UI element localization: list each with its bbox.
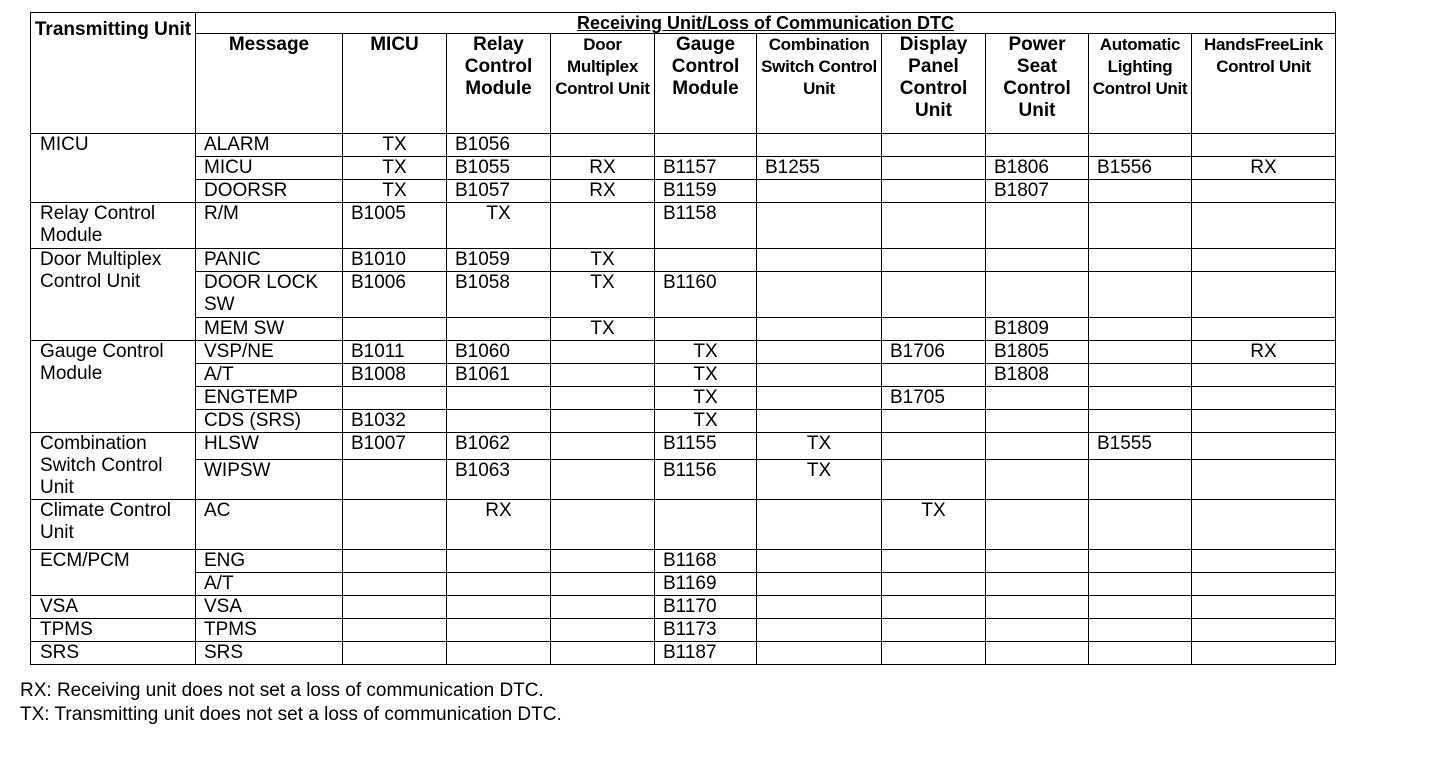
transmitting-unit-cell: TPMS (31, 619, 196, 642)
cell-door-multiplex-control-unit (551, 460, 655, 500)
cell-automatic-lighting-control-unit (1089, 642, 1192, 665)
cell-combination-switch-control-unit (757, 364, 882, 387)
cell-gauge-control-module: TX (655, 364, 757, 387)
cell-micu (343, 318, 447, 341)
table-row (31, 500, 1336, 550)
cell-power-seat-control-unit (986, 573, 1089, 596)
table-row (31, 157, 1336, 180)
table-row (31, 387, 1336, 410)
cell-power-seat-control-unit (986, 134, 1089, 157)
cell-power-seat-control-unit (986, 433, 1089, 460)
cell-micu (343, 573, 447, 596)
cell-combination-switch-control-unit (757, 642, 882, 665)
cell-display-panel-control-unit (882, 596, 986, 619)
column-header-handsfreelink-control-unit: HandsFreeLink Control Unit (1192, 34, 1336, 134)
cell-micu (343, 619, 447, 642)
cell-display-panel-control-unit (882, 364, 986, 387)
column-header-micu: MICU (343, 34, 447, 134)
cell-gauge-control-module: TX (655, 341, 757, 364)
table-row (31, 642, 1336, 665)
cell-handsfreelink-control-unit (1192, 249, 1336, 272)
cell-power-seat-control-unit (986, 500, 1089, 550)
table-row (31, 318, 1336, 341)
cell-gauge-control-module: B1168 (655, 550, 757, 573)
cell-combination-switch-control-unit (757, 134, 882, 157)
cell-automatic-lighting-control-unit (1089, 550, 1192, 573)
cell-gauge-control-module (655, 134, 757, 157)
cell-display-panel-control-unit (882, 573, 986, 596)
cell-combination-switch-control-unit: TX (757, 460, 882, 500)
cell-handsfreelink-control-unit (1192, 433, 1336, 460)
cell-micu (343, 460, 447, 500)
cell-handsfreelink-control-unit (1192, 318, 1336, 341)
cell-relay-control-module: B1062 (447, 433, 551, 460)
cell-handsfreelink-control-unit (1192, 500, 1336, 550)
cell-power-seat-control-unit: B1807 (986, 180, 1089, 203)
cell-handsfreelink-control-unit (1192, 387, 1336, 410)
transmitting-unit-cell: SRS (31, 642, 196, 665)
table-row (31, 619, 1336, 642)
cell-door-multiplex-control-unit (551, 619, 655, 642)
column-header-message: Message (196, 34, 343, 134)
cell-gauge-control-module: B1158 (655, 203, 757, 249)
cell-message: HLSW (196, 433, 343, 460)
table-row (31, 364, 1336, 387)
cell-relay-control-module (447, 573, 551, 596)
cell-message: ENG (196, 550, 343, 573)
cell-relay-control-module: B1059 (447, 249, 551, 272)
cell-message: PANIC (196, 249, 343, 272)
table-row (31, 341, 1336, 364)
footnote-tx: TX: Transmitting unit does not set a loss of communication DTC. (20, 704, 562, 725)
cell-combination-switch-control-unit (757, 318, 882, 341)
cell-gauge-control-module: B1157 (655, 157, 757, 180)
cell-door-multiplex-control-unit (551, 500, 655, 550)
cell-combination-switch-control-unit (757, 272, 882, 318)
cell-relay-control-module (447, 410, 551, 433)
cell-door-multiplex-control-unit (551, 364, 655, 387)
cell-micu: TX (343, 180, 447, 203)
cell-handsfreelink-control-unit (1192, 642, 1336, 665)
cell-micu (343, 500, 447, 550)
cell-display-panel-control-unit (882, 550, 986, 573)
cell-micu: B1010 (343, 249, 447, 272)
transmitting-unit-header: Transmitting Unit (31, 13, 196, 134)
cell-gauge-control-module: B1169 (655, 573, 757, 596)
cell-automatic-lighting-control-unit (1089, 134, 1192, 157)
cell-door-multiplex-control-unit (551, 134, 655, 157)
transmitting-unit-cell: Climate Control Unit (31, 500, 196, 550)
cell-gauge-control-module: B1156 (655, 460, 757, 500)
table-row (31, 134, 1336, 157)
cell-display-panel-control-unit (882, 203, 986, 249)
cell-gauge-control-module: B1160 (655, 272, 757, 318)
cell-power-seat-control-unit: B1805 (986, 341, 1089, 364)
column-header-combination-switch-control-unit: Combination Switch Control Unit (757, 34, 882, 134)
cell-door-multiplex-control-unit: TX (551, 249, 655, 272)
cell-message: A/T (196, 573, 343, 596)
cell-message: DOORSR (196, 180, 343, 203)
cell-message: ALARM (196, 134, 343, 157)
cell-relay-control-module: B1056 (447, 134, 551, 157)
cell-gauge-control-module (655, 500, 757, 550)
transmitting-unit-cell: Relay Control Module (31, 203, 196, 249)
column-header-power-seat-control-unit: Power Seat Control Unit (986, 34, 1089, 134)
cell-handsfreelink-control-unit: RX (1192, 341, 1336, 364)
cell-combination-switch-control-unit (757, 410, 882, 433)
cell-door-multiplex-control-unit: RX (551, 157, 655, 180)
transmitting-unit-cell: VSA (31, 596, 196, 619)
cell-gauge-control-module: B1170 (655, 596, 757, 619)
table-row (31, 550, 1336, 573)
cell-handsfreelink-control-unit (1192, 460, 1336, 500)
column-header-display-panel-control-unit: Display Panel Control Unit (882, 34, 986, 134)
cell-combination-switch-control-unit (757, 387, 882, 410)
cell-combination-switch-control-unit (757, 341, 882, 364)
cell-power-seat-control-unit: B1808 (986, 364, 1089, 387)
cell-micu: B1007 (343, 433, 447, 460)
cell-message: CDS (SRS) (196, 410, 343, 433)
cell-relay-control-module (447, 387, 551, 410)
cell-automatic-lighting-control-unit (1089, 203, 1192, 249)
cell-micu: B1005 (343, 203, 447, 249)
cell-display-panel-control-unit (882, 272, 986, 318)
table-body (31, 134, 1336, 665)
cell-door-multiplex-control-unit: RX (551, 180, 655, 203)
cell-door-multiplex-control-unit (551, 410, 655, 433)
cell-power-seat-control-unit (986, 596, 1089, 619)
cell-display-panel-control-unit: B1706 (882, 341, 986, 364)
column-header-gauge-control-module: Gauge Control Module (655, 34, 757, 134)
cell-display-panel-control-unit (882, 460, 986, 500)
cell-display-panel-control-unit: TX (882, 500, 986, 550)
cell-relay-control-module (447, 550, 551, 573)
cell-relay-control-module: B1061 (447, 364, 551, 387)
cell-gauge-control-module (655, 318, 757, 341)
cell-micu: B1006 (343, 272, 447, 318)
cell-automatic-lighting-control-unit (1089, 460, 1192, 500)
cell-combination-switch-control-unit (757, 596, 882, 619)
cell-message: AC (196, 500, 343, 550)
table-row (31, 460, 1336, 500)
cell-door-multiplex-control-unit (551, 550, 655, 573)
table-row (31, 433, 1336, 460)
cell-message: WIPSW (196, 460, 343, 500)
transmitting-unit-cell: Door Multiplex Control Unit (31, 249, 196, 341)
cell-handsfreelink-control-unit (1192, 619, 1336, 642)
cell-door-multiplex-control-unit (551, 642, 655, 665)
cell-display-panel-control-unit (882, 642, 986, 665)
cell-message: SRS (196, 642, 343, 665)
cell-display-panel-control-unit (882, 433, 986, 460)
table-row (31, 573, 1336, 596)
table-row (31, 410, 1336, 433)
cell-gauge-control-module (655, 249, 757, 272)
cell-door-multiplex-control-unit (551, 341, 655, 364)
cell-gauge-control-module: B1155 (655, 433, 757, 460)
cell-automatic-lighting-control-unit: B1555 (1089, 433, 1192, 460)
cell-relay-control-module: TX (447, 203, 551, 249)
cell-gauge-control-module: B1187 (655, 642, 757, 665)
cell-automatic-lighting-control-unit (1089, 410, 1192, 433)
cell-message: A/T (196, 364, 343, 387)
cell-message: DOOR LOCK SW (196, 272, 343, 318)
cell-display-panel-control-unit (882, 134, 986, 157)
cell-handsfreelink-control-unit: RX (1192, 157, 1336, 180)
cell-relay-control-module: B1060 (447, 341, 551, 364)
cell-relay-control-module (447, 642, 551, 665)
cell-relay-control-module: B1063 (447, 460, 551, 500)
cell-automatic-lighting-control-unit (1089, 387, 1192, 410)
cell-combination-switch-control-unit: TX (757, 433, 882, 460)
cell-relay-control-module (447, 596, 551, 619)
table-header (31, 13, 1336, 134)
cell-micu (343, 550, 447, 573)
cell-combination-switch-control-unit (757, 550, 882, 573)
cell-automatic-lighting-control-unit (1089, 364, 1192, 387)
cell-power-seat-control-unit (986, 642, 1089, 665)
cell-display-panel-control-unit (882, 249, 986, 272)
cell-door-multiplex-control-unit (551, 573, 655, 596)
cell-relay-control-module: RX (447, 500, 551, 550)
cell-message: MEM SW (196, 318, 343, 341)
cell-relay-control-module: B1055 (447, 157, 551, 180)
cell-power-seat-control-unit (986, 249, 1089, 272)
footnotes (20, 679, 562, 727)
cell-power-seat-control-unit (986, 619, 1089, 642)
cell-combination-switch-control-unit (757, 180, 882, 203)
table-row (31, 596, 1336, 619)
table-row (31, 249, 1336, 272)
cell-gauge-control-module: TX (655, 387, 757, 410)
cell-automatic-lighting-control-unit (1089, 272, 1192, 318)
cell-relay-control-module (447, 318, 551, 341)
cell-door-multiplex-control-unit (551, 596, 655, 619)
cell-message: MICU (196, 157, 343, 180)
cell-handsfreelink-control-unit (1192, 550, 1336, 573)
cell-combination-switch-control-unit (757, 500, 882, 550)
cell-power-seat-control-unit (986, 387, 1089, 410)
table-row (31, 203, 1336, 249)
cell-handsfreelink-control-unit (1192, 410, 1336, 433)
cell-display-panel-control-unit (882, 318, 986, 341)
cell-automatic-lighting-control-unit (1089, 596, 1192, 619)
cell-handsfreelink-control-unit (1192, 573, 1336, 596)
column-header-door-multiplex-control-unit: Door Multiplex Control Unit (551, 34, 655, 134)
receiving-unit-group-header: Receiving Unit/Loss of Communication DTC (196, 13, 1336, 34)
cell-micu (343, 387, 447, 410)
cell-micu: B1008 (343, 364, 447, 387)
cell-automatic-lighting-control-unit (1089, 619, 1192, 642)
cell-micu (343, 642, 447, 665)
cell-handsfreelink-control-unit (1192, 180, 1336, 203)
column-header-relay-control-module: Relay Control Module (447, 34, 551, 134)
cell-combination-switch-control-unit (757, 573, 882, 596)
cell-micu: B1032 (343, 410, 447, 433)
cell-micu: TX (343, 157, 447, 180)
transmitting-unit-cell: MICU (31, 134, 196, 203)
transmitting-unit-cell: Gauge Control Module (31, 341, 196, 433)
cell-combination-switch-control-unit (757, 203, 882, 249)
table-row (31, 180, 1336, 203)
cell-handsfreelink-control-unit (1192, 364, 1336, 387)
cell-handsfreelink-control-unit (1192, 272, 1336, 318)
cell-display-panel-control-unit (882, 410, 986, 433)
cell-automatic-lighting-control-unit (1089, 249, 1192, 272)
cell-power-seat-control-unit (986, 410, 1089, 433)
cell-automatic-lighting-control-unit: B1556 (1089, 157, 1192, 180)
cell-message: ENGTEMP (196, 387, 343, 410)
cell-relay-control-module: B1057 (447, 180, 551, 203)
cell-gauge-control-module: B1159 (655, 180, 757, 203)
cell-power-seat-control-unit (986, 203, 1089, 249)
cell-door-multiplex-control-unit: TX (551, 272, 655, 318)
cell-automatic-lighting-control-unit (1089, 573, 1192, 596)
cell-relay-control-module: B1058 (447, 272, 551, 318)
cell-handsfreelink-control-unit (1192, 203, 1336, 249)
cell-gauge-control-module: TX (655, 410, 757, 433)
cell-power-seat-control-unit (986, 272, 1089, 318)
transmitting-unit-cell: Combination Switch Control Unit (31, 433, 196, 500)
cell-door-multiplex-control-unit (551, 203, 655, 249)
cell-micu (343, 596, 447, 619)
cell-message: VSA (196, 596, 343, 619)
cell-message: TPMS (196, 619, 343, 642)
cell-micu: B1011 (343, 341, 447, 364)
footnote-rx: RX: Receiving unit does not set a loss of communication DTC. (20, 680, 544, 701)
cell-door-multiplex-control-unit: TX (551, 318, 655, 341)
cell-relay-control-module (447, 619, 551, 642)
cell-power-seat-control-unit: B1806 (986, 157, 1089, 180)
cell-display-panel-control-unit: B1705 (882, 387, 986, 410)
cell-display-panel-control-unit (882, 157, 986, 180)
cell-handsfreelink-control-unit (1192, 596, 1336, 619)
cell-combination-switch-control-unit (757, 249, 882, 272)
cell-automatic-lighting-control-unit (1089, 500, 1192, 550)
dtc-table (30, 12, 1336, 665)
cell-message: VSP/NE (196, 341, 343, 364)
cell-gauge-control-module: B1173 (655, 619, 757, 642)
cell-handsfreelink-control-unit (1192, 134, 1336, 157)
cell-combination-switch-control-unit (757, 619, 882, 642)
column-header-automatic-lighting-control-unit: Automatic Lighting Control Unit (1089, 34, 1192, 134)
column-header-row (31, 34, 1336, 134)
cell-automatic-lighting-control-unit (1089, 341, 1192, 364)
cell-micu: TX (343, 134, 447, 157)
cell-message: R/M (196, 203, 343, 249)
table-row (31, 272, 1336, 318)
cell-door-multiplex-control-unit (551, 433, 655, 460)
cell-door-multiplex-control-unit (551, 387, 655, 410)
cell-automatic-lighting-control-unit (1089, 180, 1192, 203)
cell-power-seat-control-unit (986, 460, 1089, 500)
transmitting-unit-cell: ECM/PCM (31, 550, 196, 596)
cell-power-seat-control-unit: B1809 (986, 318, 1089, 341)
cell-display-panel-control-unit (882, 619, 986, 642)
cell-power-seat-control-unit (986, 550, 1089, 573)
cell-display-panel-control-unit (882, 180, 986, 203)
cell-combination-switch-control-unit: B1255 (757, 157, 882, 180)
cell-automatic-lighting-control-unit (1089, 318, 1192, 341)
